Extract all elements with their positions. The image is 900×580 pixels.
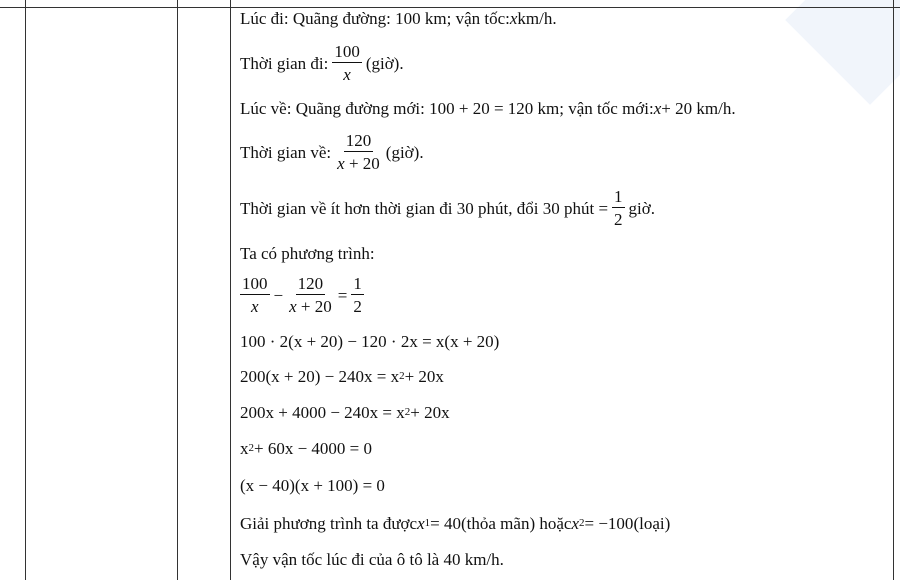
text: (giờ). xyxy=(385,142,424,162)
superscript: 2 xyxy=(404,406,411,418)
fraction xyxy=(612,188,625,228)
fraction-num: 1 xyxy=(614,187,623,206)
text: (giờ). xyxy=(365,53,404,73)
math-expression: (x − 40)(x + 100) = 0 xyxy=(240,476,385,495)
line-equation-intro xyxy=(240,245,375,262)
text: Lúc về: Quãng đường mới: 100 + 20 = 120 km; vận tốc mới: xyxy=(240,99,654,118)
line-equation xyxy=(240,275,368,315)
line-conclusion xyxy=(240,551,504,568)
text: Thời gian đi: xyxy=(240,53,329,73)
line-step-4 xyxy=(240,440,372,457)
fraction-den: 2 xyxy=(614,210,623,229)
table-border-col1 xyxy=(177,0,178,580)
text: Ta có phương trình: xyxy=(240,244,375,263)
math-var: x xyxy=(509,9,518,28)
subscript: 1 xyxy=(424,517,431,529)
math-expression: 200(x + 20) − 240x = x xyxy=(240,367,400,386)
solution-content xyxy=(240,0,890,580)
table-border-col2 xyxy=(230,0,231,580)
text: (thỏa mãn) hoặc xyxy=(461,514,572,533)
math-expression: + 20x xyxy=(404,367,444,386)
line-return xyxy=(240,100,736,117)
math-expression: = −100 xyxy=(584,514,634,533)
text: Thời gian về: xyxy=(240,142,332,162)
math-expression: + 20x xyxy=(410,403,450,422)
text: Thời gian về ít hơn thời gian đi 30 phút, đổi 30 phút = xyxy=(240,198,609,218)
text: + 20 km/h. xyxy=(661,99,736,118)
line-departure xyxy=(240,10,557,27)
math-var: x xyxy=(653,99,662,118)
math-expression: x xyxy=(240,439,249,458)
line-time-diff xyxy=(240,188,655,228)
fraction-den xyxy=(335,152,382,172)
text: + 20 xyxy=(296,297,332,316)
line-step-5 xyxy=(240,477,385,494)
math-var: x xyxy=(417,514,425,533)
line-solutions xyxy=(240,515,670,532)
text: km/h. xyxy=(517,9,557,28)
operator: = xyxy=(337,285,348,305)
text: Vậy vận tốc lúc đi của ô tô là 40 km/h. xyxy=(240,550,504,569)
text: Lúc đi: Quãng đường: 100 km; vận tốc: xyxy=(240,9,510,28)
math-var: x xyxy=(571,514,579,533)
line-time-go xyxy=(240,43,404,83)
table-border-left xyxy=(25,0,26,580)
line-time-return xyxy=(240,132,424,172)
math-expression: + 60x − 4000 = 0 xyxy=(254,439,373,458)
table-border-right xyxy=(893,0,894,580)
fraction-num: 100 xyxy=(334,42,360,61)
fraction-den: 2 xyxy=(353,297,362,316)
text: + 20 xyxy=(344,154,380,173)
line-step-1 xyxy=(240,333,499,350)
fraction-den: x xyxy=(250,297,259,316)
math-expression: 100 · 2(x + 20) − 120 · 2x = x(x + 20) xyxy=(240,332,500,351)
text: Giải phương trình ta được xyxy=(240,514,418,533)
fraction xyxy=(351,275,364,315)
fraction-den xyxy=(287,295,334,315)
fraction xyxy=(335,132,382,172)
superscript: 2 xyxy=(399,370,405,382)
operator: − xyxy=(273,285,284,305)
fraction xyxy=(287,275,334,315)
math-expression: = 40 xyxy=(430,514,461,533)
fraction-num: 120 xyxy=(345,131,372,150)
fraction xyxy=(240,275,270,315)
fraction-num: 120 xyxy=(297,274,324,293)
fraction xyxy=(332,43,362,83)
fraction-num: 100 xyxy=(242,274,268,293)
text: giờ. xyxy=(628,198,656,218)
subscript: 2 xyxy=(579,517,585,529)
superscript: 2 xyxy=(248,442,254,454)
text: (loại) xyxy=(633,514,671,533)
line-step-3 xyxy=(240,404,450,421)
line-step-2 xyxy=(240,368,444,385)
math-var: x xyxy=(337,154,345,173)
math-expression: 200x + 4000 − 240x = x xyxy=(240,403,405,422)
fraction-num: 1 xyxy=(353,274,362,293)
math-var: x xyxy=(289,297,297,316)
fraction-den: x xyxy=(343,65,351,84)
